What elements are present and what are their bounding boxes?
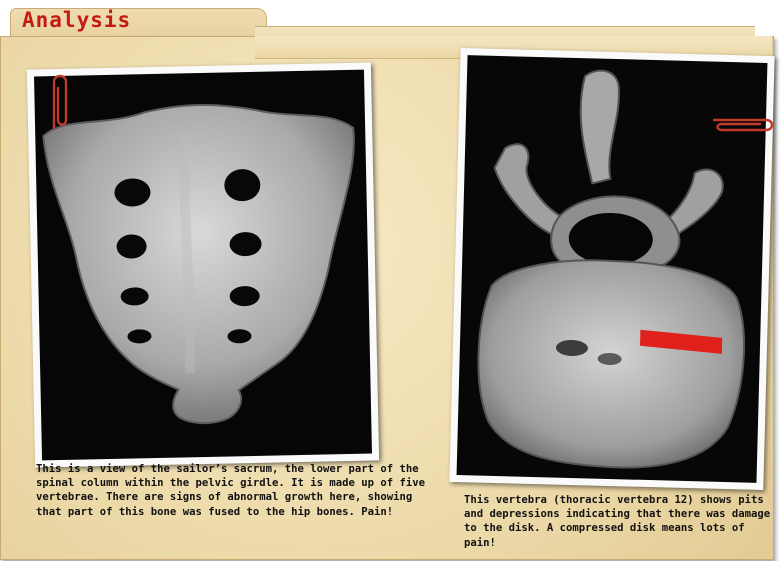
- sacrum-photo: [27, 62, 379, 467]
- vertebra-caption: This vertebra (thoracic vertebra 12) shows pits and depressions indicating that there was damage to the disk. A compressed disk means lots of pain!: [464, 494, 771, 549]
- sacrum-image: [34, 70, 372, 461]
- page-title: Analysis: [22, 8, 132, 32]
- paper-clip-icon: [708, 108, 778, 136]
- paper-clip-icon: [44, 68, 74, 136]
- sacrum-caption: This is a view of the sailor’s sacrum, the lower part of the spinal column within the pelvic girdle. It is made up of five vertebrae. There are signs of abnormal growth here, showing that part of this bone was fused to the hip bones. Pain!: [36, 463, 426, 518]
